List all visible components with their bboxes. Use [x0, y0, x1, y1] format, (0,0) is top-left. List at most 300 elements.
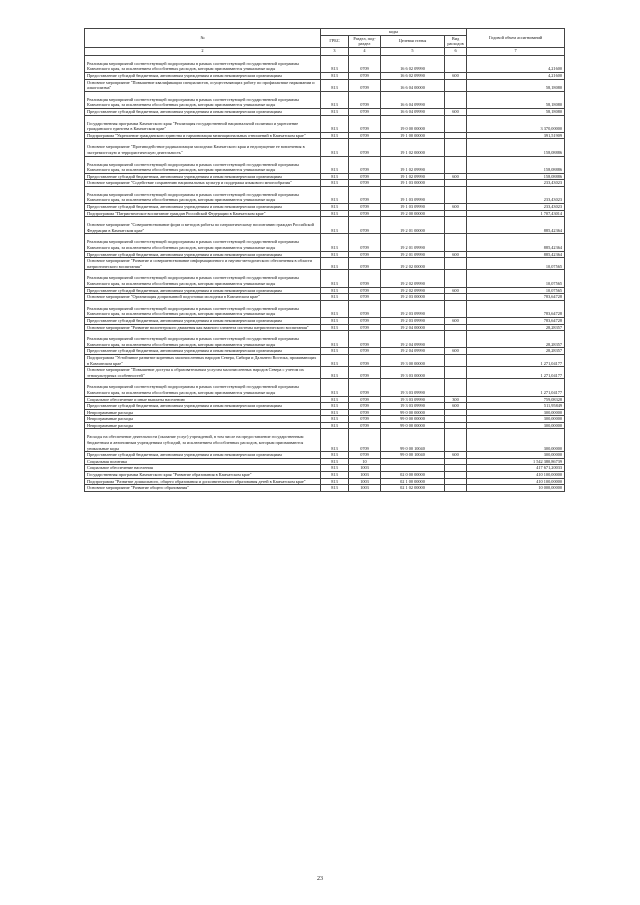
header-num: № — [85, 29, 321, 48]
row-amount: 410 100,00000 — [467, 478, 565, 485]
row-name: Основное мероприятие "Содействие сохранению национальных культур и поддержка языкового многообразия" — [85, 180, 321, 187]
table-row — [85, 403, 565, 410]
row-razdel: 0709 — [349, 324, 381, 331]
row-tsel: 19 3 03 09990 — [381, 403, 445, 410]
row-name: Предоставление субсидий бюджетным, автономным учреждениям и иным некоммерческим организациям — [85, 204, 321, 211]
header-grbs: ГРБС — [321, 35, 349, 47]
row-grbs: 813 — [321, 422, 349, 429]
row-name: Основное мероприятие "Противодействие радикализации молодежи Камчатского края и недопущение ее вовлечения в экстремистскую и террористическую деятельность" — [85, 139, 321, 156]
row-amount: 158,08886 — [467, 156, 565, 173]
row-grbs: 813 — [321, 210, 349, 217]
row-razdel: 0709 — [349, 379, 381, 396]
row-vid — [445, 409, 467, 416]
row-vid — [445, 478, 467, 485]
row-vid — [445, 234, 467, 251]
row-grbs: 813 — [321, 452, 349, 459]
header-tsel: Целевая статья — [381, 35, 445, 47]
row-name: Реализация мероприятий соответствующей подпрограммы в рамках соответствующей государственной программы Камчатского края, за исключением обособленных расходов, которым присваиваются уникальные коды — [85, 55, 321, 72]
row-amount: 10,07565 — [467, 270, 565, 287]
row-amount: 1 271,04177 — [467, 354, 565, 366]
row-razdel: 0709 — [349, 294, 381, 301]
row-vid: 600 — [445, 403, 467, 410]
row-amount: 300,00000 — [467, 452, 565, 459]
table-row — [85, 294, 565, 301]
table-row — [85, 186, 565, 203]
row-grbs: 813 — [321, 403, 349, 410]
row-grbs: 813 — [321, 251, 349, 258]
row-grbs: 813 — [321, 458, 349, 465]
row-name: Основное мероприятие "Развитие общего образования" — [85, 485, 321, 492]
row-amount: 28,28357 — [467, 331, 565, 348]
row-razdel: 0709 — [349, 139, 381, 156]
row-vid: 600 — [445, 251, 467, 258]
row-amount: 1 271,04177 — [467, 379, 565, 396]
row-name: Предоставление субсидий бюджетным, автономным учреждениям и иным некоммерческим организациям — [85, 452, 321, 459]
header-vid: Вид расходов — [445, 35, 467, 47]
row-amount: 28,28357 — [467, 324, 565, 331]
table-row — [85, 287, 565, 294]
row-razdel: 0709 — [349, 79, 381, 91]
row-grbs: 813 — [321, 156, 349, 173]
row-grbs: 813 — [321, 173, 349, 180]
header-razdel: Раздел, под-раздел — [349, 35, 381, 47]
row-grbs: 813 — [321, 396, 349, 403]
row-vid: 600 — [445, 108, 467, 115]
row-tsel — [381, 465, 445, 472]
row-vid — [445, 294, 467, 301]
table-row — [85, 210, 565, 217]
row-grbs: 813 — [321, 132, 349, 139]
table-row — [85, 204, 565, 211]
row-amount: 4,21600 — [467, 72, 565, 79]
row-name: Реализация мероприятий соответствующей подпрограммы в рамках соответствующей государственной программы Камчатского края, за исключением обособленных расходов, которым присваиваются уникальные коды — [85, 91, 321, 108]
row-razdel: 0709 — [349, 91, 381, 108]
row-razdel: 1003 — [349, 465, 381, 472]
table-row — [85, 55, 565, 72]
row-amount: 885,42364 — [467, 217, 565, 234]
row-razdel: 0709 — [349, 55, 381, 72]
table-row — [85, 132, 565, 139]
row-name: Реализация мероприятий соответствующей подпрограммы в рамках соответствующей государственной программы Камчатского края, за исключением обособленных расходов, которым присваиваются уникальные коды — [85, 331, 321, 348]
row-tsel: 99 0 00 10040 — [381, 429, 445, 452]
row-grbs: 813 — [321, 478, 349, 485]
row-grbs: 813 — [321, 294, 349, 301]
table-row — [85, 234, 565, 251]
row-razdel: 0709 — [349, 354, 381, 366]
row-grbs: 813 — [321, 115, 349, 132]
row-tsel: 02 1 00 00000 — [381, 478, 445, 485]
row-name: Основное мероприятие "Развитие и совершенствование информационного и научно-методического обеспечения в области патриотического воспитания" — [85, 258, 321, 270]
row-grbs: 813 — [321, 79, 349, 91]
row-razdel: 0709 — [349, 416, 381, 423]
row-name: Расходы на обеспечение деятельности (оказание услуг) учреждений, в том числе на предоставление государственным бюджетным и автономным учреждениям субсидий, за исключением обособленных расходов, которым присваиваются уникальные коды — [85, 429, 321, 452]
row-name: Предоставление субсидий бюджетным, автономным учреждениям и иным некоммерческим организациям — [85, 317, 321, 324]
row-tsel: 19 2 02 00000 — [381, 258, 445, 270]
row-tsel: 16 6 02 09990 — [381, 55, 445, 72]
row-grbs: 813 — [321, 270, 349, 287]
row-tsel: 19 2 04 09990 — [381, 348, 445, 355]
row-tsel: 19 2 01 09990 — [381, 234, 445, 251]
row-razdel: 10 — [349, 458, 381, 465]
table-row — [85, 156, 565, 173]
row-name: Предоставление субсидий бюджетным, автономным учреждениям и иным некоммерческим организациям — [85, 403, 321, 410]
row-vid — [445, 270, 467, 287]
row-amount: 783,64728 — [467, 294, 565, 301]
row-tsel: 02 0 00 00000 — [381, 472, 445, 479]
row-razdel: 0709 — [349, 72, 381, 79]
row-vid: 600 — [445, 348, 467, 355]
row-razdel: 0709 — [349, 348, 381, 355]
table-row — [85, 409, 565, 416]
row-name: Основное мероприятие "Совершенствование форм и методов работы по патриотическому воспитанию граждан Российской Федерации в Камчатском крае" — [85, 217, 321, 234]
table-row — [85, 472, 565, 479]
row-tsel: 16 6 04 09990 — [381, 91, 445, 108]
row-amount: 410 100,00000 — [467, 472, 565, 479]
row-vid: 600 — [445, 317, 467, 324]
row-tsel: 16 6 04 00000 — [381, 79, 445, 91]
row-tsel: 19 1 03 09990 — [381, 186, 445, 203]
row-name: Государственная программа Камчатского края "Развитие образования в Камчатском крае" — [85, 472, 321, 479]
row-vid: 600 — [445, 173, 467, 180]
table-row — [85, 72, 565, 79]
col-number: 3 — [321, 47, 349, 55]
row-amount: 417 671,20033 — [467, 465, 565, 472]
row-tsel: 02 1 02 00000 — [381, 485, 445, 492]
row-amount: 391,51909 — [467, 132, 565, 139]
row-name: Социальное обеспечение и иные выплаты населению — [85, 396, 321, 403]
row-grbs: 813 — [321, 91, 349, 108]
row-vid — [445, 156, 467, 173]
row-tsel: 19 3 03 00000 — [381, 367, 445, 379]
row-name: Социальная политика — [85, 458, 321, 465]
row-name: Предоставление субсидий бюджетным, автономным учреждениям и иным некоммерческим организациям — [85, 348, 321, 355]
table-row — [85, 367, 565, 379]
row-razdel: 1003 — [349, 478, 381, 485]
row-razdel: 0709 — [349, 258, 381, 270]
row-tsel: 19 1 00 00000 — [381, 132, 445, 139]
row-vid — [445, 429, 467, 452]
row-name: Непрограммные расходы — [85, 422, 321, 429]
table-row — [85, 348, 565, 355]
table-row — [85, 270, 565, 287]
row-name: Реализация мероприятий соответствующей подпрограммы в рамках соответствующей государственной программы Камчатского края, за исключением обособленных расходов, которым присваиваются уникальные коды — [85, 300, 321, 317]
row-grbs: 813 — [321, 300, 349, 317]
row-amount: 233,43023 — [467, 180, 565, 187]
row-razdel: 0709 — [349, 367, 381, 379]
budget-table — [84, 28, 565, 492]
row-razdel: 0709 — [349, 452, 381, 459]
row-grbs: 813 — [321, 416, 349, 423]
table-row — [85, 458, 565, 465]
row-vid — [445, 416, 467, 423]
row-amount: 759,08328 — [467, 396, 565, 403]
row-amount: 300,00000 — [467, 409, 565, 416]
row-amount: 1 707,43014 — [467, 210, 565, 217]
row-grbs: 813 — [321, 287, 349, 294]
row-vid — [445, 472, 467, 479]
row-grbs: 813 — [321, 186, 349, 203]
row-amount: 58,18080 — [467, 79, 565, 91]
row-razdel: 0709 — [349, 173, 381, 180]
row-amount: 783,64728 — [467, 300, 565, 317]
row-tsel: 19 2 01 00000 — [381, 217, 445, 234]
row-tsel: 19 3 00 00000 — [381, 354, 445, 366]
row-tsel: 19 0 00 00000 — [381, 115, 445, 132]
row-amount: 4,21600 — [467, 55, 565, 72]
table-row — [85, 429, 565, 452]
row-amount: 233,43023 — [467, 204, 565, 211]
row-grbs: 813 — [321, 204, 349, 211]
row-tsel: 19 2 03 09990 — [381, 300, 445, 317]
row-grbs: 813 — [321, 72, 349, 79]
row-tsel: 19 3 03 09990 — [381, 396, 445, 403]
row-tsel: 16 6 02 09990 — [381, 72, 445, 79]
row-razdel: 0709 — [349, 403, 381, 410]
row-amount: 300,00000 — [467, 416, 565, 423]
row-vid: 600 — [445, 452, 467, 459]
row-tsel: 19 1 03 00000 — [381, 180, 445, 187]
row-name: Основное мероприятие "Развитие волонтерского движения как важного элемента системы патриотического воспитания" — [85, 324, 321, 331]
row-name: Социальное обеспечение населения — [85, 465, 321, 472]
row-grbs: 813 — [321, 367, 349, 379]
row-name: Предоставление субсидий бюджетным, автономным учреждениям и иным некоммерческим организациям — [85, 173, 321, 180]
row-vid — [445, 465, 467, 472]
row-tsel: 99 0 00 00000 — [381, 409, 445, 416]
table-row — [85, 108, 565, 115]
row-amount: 300,00000 — [467, 429, 565, 452]
table-row — [85, 416, 565, 423]
table-row — [85, 180, 565, 187]
row-tsel: 19 2 00 00000 — [381, 210, 445, 217]
row-name: Непрограммные расходы — [85, 409, 321, 416]
row-razdel: 0709 — [349, 156, 381, 173]
row-vid — [445, 258, 467, 270]
row-amount: 28,28357 — [467, 348, 565, 355]
row-vid — [445, 331, 467, 348]
table-row — [85, 79, 565, 91]
row-razdel: 0709 — [349, 210, 381, 217]
table-row — [85, 251, 565, 258]
row-razdel: 0709 — [349, 186, 381, 203]
row-grbs: 813 — [321, 472, 349, 479]
row-vid: 600 — [445, 204, 467, 211]
header-row — [85, 29, 565, 36]
row-amount: 885,42364 — [467, 251, 565, 258]
row-grbs: 813 — [321, 354, 349, 366]
row-vid: 300 — [445, 396, 467, 403]
row-grbs: 813 — [321, 108, 349, 115]
row-grbs: 813 — [321, 485, 349, 492]
table-row — [85, 258, 565, 270]
row-name: Подпрограмма "Патриотическое воспитание граждан Российской Федерации в Камчатском крае" — [85, 210, 321, 217]
row-amount: 10 000,00000 — [467, 485, 565, 492]
row-amount: 58,18080 — [467, 91, 565, 108]
row-grbs: 813 — [321, 331, 349, 348]
row-name: Реализация мероприятий соответствующей подпрограммы в рамках соответствующей государственной программы Камчатского края, за исключением обособленных расходов, которым присваиваются уникальные коды — [85, 156, 321, 173]
row-tsel — [381, 458, 445, 465]
row-vid — [445, 139, 467, 156]
row-name: Реализация мероприятий соответствующей подпрограммы в рамках соответствующей государственной программы Камчатского края, за исключением обособленных расходов, которым присваиваются уникальные коды — [85, 234, 321, 251]
row-name: Предоставление субсидий бюджетным, автономным учреждениям и иным некоммерческим организациям — [85, 72, 321, 79]
table-row — [85, 422, 565, 429]
table-row — [85, 379, 565, 396]
row-tsel: 16 6 04 09990 — [381, 108, 445, 115]
row-vid — [445, 91, 467, 108]
col-number: 6 — [445, 47, 467, 55]
row-grbs: 813 — [321, 324, 349, 331]
table-row — [85, 300, 565, 317]
row-tsel: 19 1 02 00000 — [381, 139, 445, 156]
row-razdel: 0709 — [349, 234, 381, 251]
row-name: Подпрограмма "Устойчивое развитие коренных малочисленных народов Севера, Сибири и Дальнего Востока, проживающих в Камчатском крае" — [85, 354, 321, 366]
row-grbs: 813 — [321, 139, 349, 156]
row-razdel: 0709 — [349, 115, 381, 132]
header-annual: Годовой объем ассигнований — [467, 29, 565, 48]
table-row — [85, 91, 565, 108]
row-amount: 58,18080 — [467, 108, 565, 115]
table-row — [85, 217, 565, 234]
row-razdel: 0709 — [349, 108, 381, 115]
table-row — [85, 324, 565, 331]
row-amount: 233,43023 — [467, 186, 565, 203]
row-razdel: 1003 — [349, 472, 381, 479]
row-name: Основное мероприятие "Организация допризывной подготовки молодежи в Камчатском крае" — [85, 294, 321, 301]
row-tsel: 19 2 02 09990 — [381, 287, 445, 294]
row-vid — [445, 379, 467, 396]
row-tsel: 19 2 03 00000 — [381, 294, 445, 301]
row-name: Реализация мероприятий соответствующей подпрограммы в рамках соответствующей государственной программы Камчатского края, за исключением обособленных расходов, которым присваиваются уникальные коды — [85, 186, 321, 203]
col-number: 5 — [381, 47, 445, 55]
row-vid — [445, 485, 467, 492]
row-grbs: 813 — [321, 317, 349, 324]
row-tsel: 19 2 04 09990 — [381, 331, 445, 348]
row-amount: 10,07565 — [467, 287, 565, 294]
row-vid — [445, 324, 467, 331]
table-row — [85, 173, 565, 180]
table-row — [85, 485, 565, 492]
row-vid — [445, 180, 467, 187]
row-vid — [445, 115, 467, 132]
row-name: Непрограммные расходы — [85, 416, 321, 423]
row-amount: 885,42364 — [467, 234, 565, 251]
row-razdel: 0709 — [349, 270, 381, 287]
row-razdel: 0709 — [349, 317, 381, 324]
row-grbs: 813 — [321, 429, 349, 452]
row-vid — [445, 367, 467, 379]
page-number: 23 — [317, 876, 323, 882]
row-name: Предоставление субсидий бюджетным, автономным учреждениям и иным некоммерческим организациям — [85, 251, 321, 258]
row-grbs: 813 — [321, 55, 349, 72]
row-vid — [445, 422, 467, 429]
row-vid: 600 — [445, 72, 467, 79]
row-razdel: 1003 — [349, 485, 381, 492]
row-amount: 3 370,00000 — [467, 115, 565, 132]
budget-table-sheet — [84, 28, 564, 492]
row-vid: 600 — [445, 287, 467, 294]
table-row — [85, 115, 565, 132]
row-grbs: 813 — [321, 217, 349, 234]
col-number: 4 — [349, 47, 381, 55]
row-amount: 1 271,04177 — [467, 367, 565, 379]
row-name: Основное мероприятие "Повышение квалификации специалистов, осуществляющих работу по профилактике наркомании и алкоголизма" — [85, 79, 321, 91]
row-name: Реализация мероприятий соответствующей подпрограммы в рамках соответствующей государственной программы Камчатского края, за исключением обособленных расходов, которым присваиваются уникальные коды — [85, 270, 321, 287]
row-amount: 1 542 380,86739 — [467, 458, 565, 465]
row-name: Подпрограмма "Укрепление гражданского единства и гармонизация межнациональных отношений в Камчатском крае" — [85, 132, 321, 139]
header-codes: коды — [321, 29, 467, 36]
row-name: Предоставление субсидий бюджетным, автономным учреждениям и иным некоммерческим организациям — [85, 108, 321, 115]
row-vid — [445, 217, 467, 234]
row-vid — [445, 210, 467, 217]
row-tsel: 19 2 04 00000 — [381, 324, 445, 331]
row-vid — [445, 186, 467, 203]
row-razdel: 0709 — [349, 429, 381, 452]
row-name: Предоставление субсидий бюджетным, автономным учреждениям и иным некоммерческим организациям — [85, 287, 321, 294]
row-amount: 10,07565 — [467, 258, 565, 270]
col-number: 7 — [467, 47, 565, 55]
row-razdel: 0709 — [349, 409, 381, 416]
table-row — [85, 465, 565, 472]
row-vid — [445, 55, 467, 72]
row-grbs: 813 — [321, 258, 349, 270]
row-grbs: 813 — [321, 180, 349, 187]
row-amount: 511,95849 — [467, 403, 565, 410]
row-razdel: 0709 — [349, 217, 381, 234]
table-row — [85, 478, 565, 485]
table-row — [85, 396, 565, 403]
row-vid — [445, 300, 467, 317]
row-tsel: 19 2 01 09990 — [381, 251, 445, 258]
row-name: Государственная программа Камчатского края "Реализация государственной национальной политики и укрепление гражданского единства в Камчатском крае" — [85, 115, 321, 132]
column-number-row — [85, 47, 565, 55]
row-tsel: 99 0 00 00000 — [381, 422, 445, 429]
row-amount: 158,08886 — [467, 173, 565, 180]
row-vid — [445, 79, 467, 91]
row-grbs: 813 — [321, 465, 349, 472]
row-razdel: 0709 — [349, 204, 381, 211]
row-razdel: 0709 — [349, 396, 381, 403]
row-tsel: 19 2 03 09990 — [381, 317, 445, 324]
row-grbs: 813 — [321, 234, 349, 251]
row-razdel: 0709 — [349, 132, 381, 139]
row-tsel: 19 1 02 09990 — [381, 156, 445, 173]
row-grbs: 813 — [321, 409, 349, 416]
row-grbs: 813 — [321, 379, 349, 396]
table-row — [85, 354, 565, 366]
row-razdel: 0709 — [349, 251, 381, 258]
row-vid — [445, 354, 467, 366]
row-amount: 158,08886 — [467, 139, 565, 156]
row-name: Основное мероприятие "Повышение доступа к образовательным услугам малочисленных народов Севера с учетом их этнокультурных особенностей" — [85, 367, 321, 379]
table-row — [85, 317, 565, 324]
row-tsel: 99 0 00 10040 — [381, 452, 445, 459]
budget-rows — [85, 55, 565, 491]
col-number: 2 — [85, 47, 321, 55]
row-razdel: 0709 — [349, 422, 381, 429]
table-row — [85, 139, 565, 156]
table-row — [85, 331, 565, 348]
row-vid — [445, 458, 467, 465]
row-grbs: 813 — [321, 348, 349, 355]
row-tsel: 99 0 00 00000 — [381, 416, 445, 423]
row-razdel: 0709 — [349, 331, 381, 348]
row-razdel: 0709 — [349, 300, 381, 317]
row-tsel: 19 1 02 09990 — [381, 173, 445, 180]
row-amount: 783,64728 — [467, 317, 565, 324]
row-razdel: 0709 — [349, 287, 381, 294]
row-tsel: 19 2 02 09990 — [381, 270, 445, 287]
table-row — [85, 452, 565, 459]
row-vid — [445, 132, 467, 139]
